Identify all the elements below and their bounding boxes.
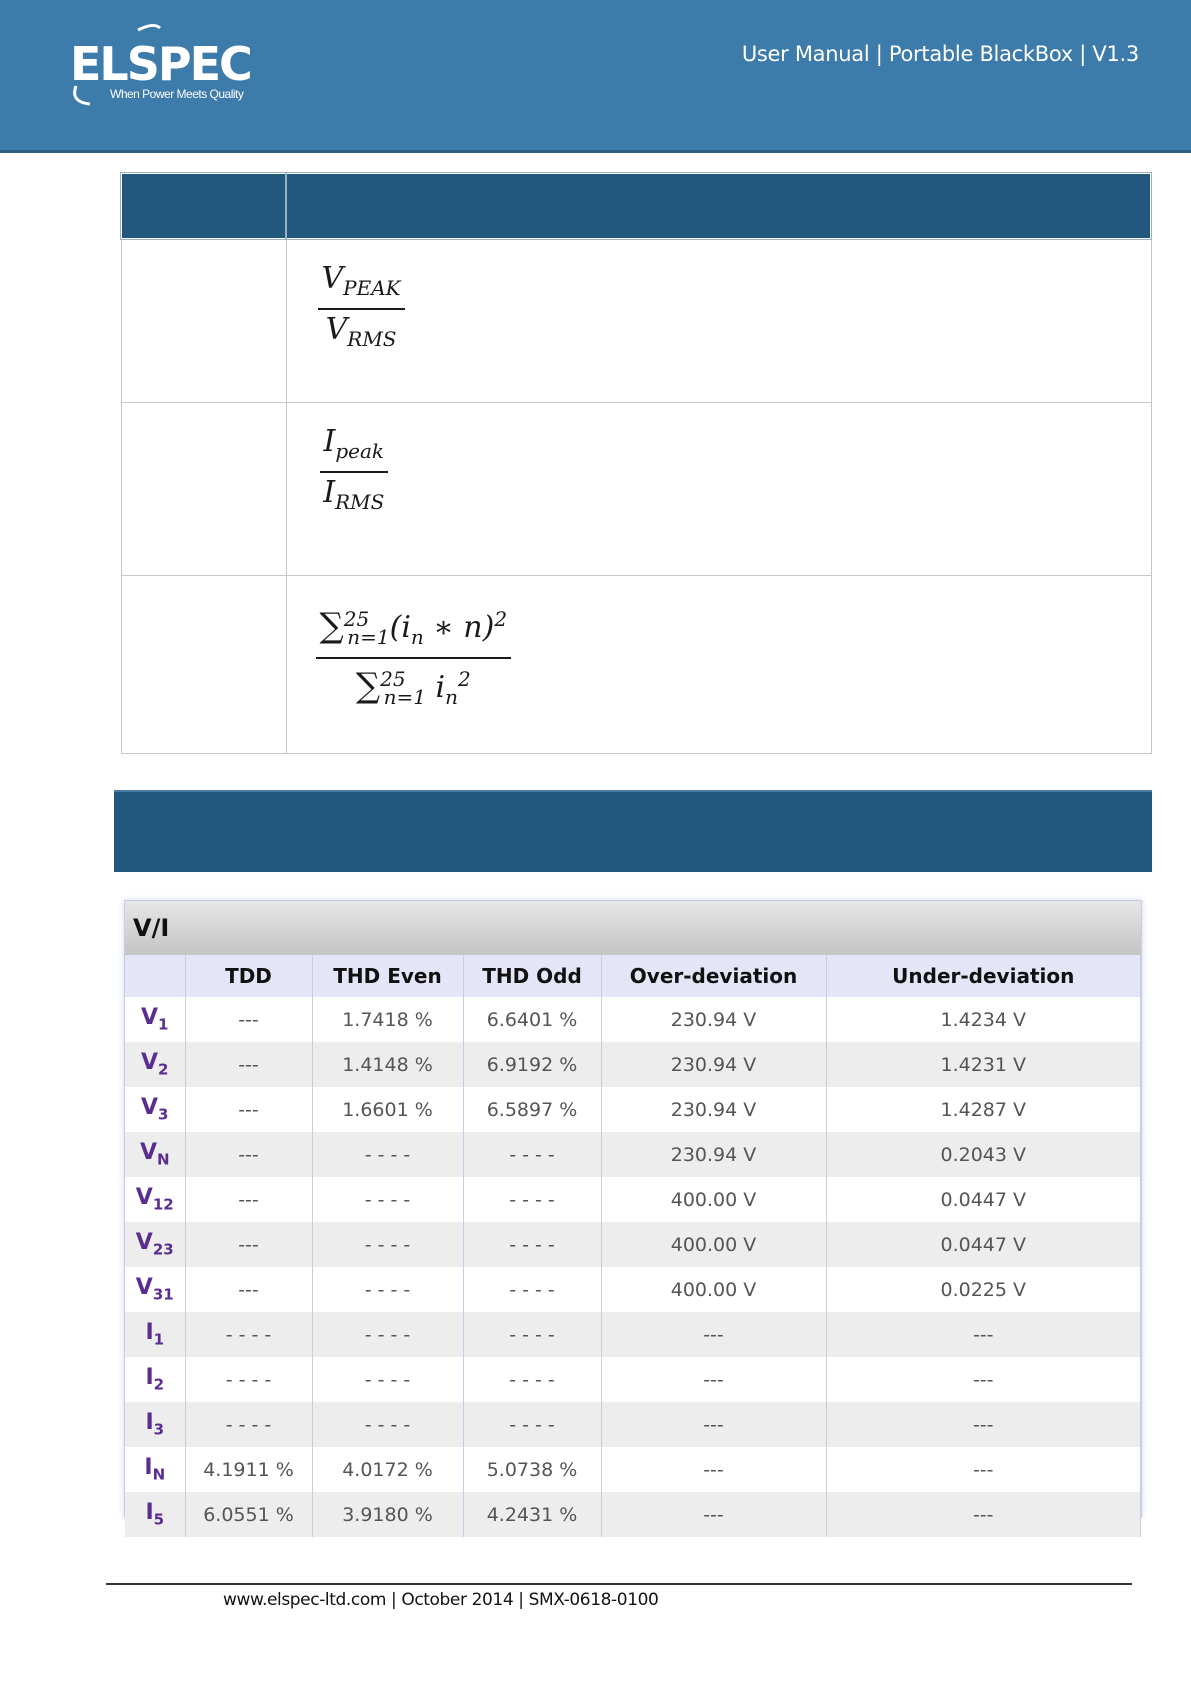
formula-label-cell [121,239,286,402]
vi-table [125,955,1141,1537]
table-cell: --- [185,1267,312,1312]
table-cell: - - - - [463,1132,601,1177]
table-row [125,1312,1141,1357]
row-label: $V_{12}$ [125,1177,185,1222]
table-cell: 1.4148 % [312,1042,463,1087]
formula-label-cell [121,575,286,753]
table-cell: - - - - [312,1177,463,1222]
table-cell: --- [185,1177,312,1222]
table-cell: 0.0447 V [826,1177,1141,1222]
formula-table [120,172,1152,754]
table-cell: --- [601,1447,826,1492]
footer-text: www.elspec-ltd.com | October 2014 | SMX-0618-0100 [223,1590,659,1610]
formula-cell [286,239,1151,402]
row-label: $I_2$ [125,1357,185,1402]
formula-cell [286,575,1151,753]
page-header [0,0,1191,153]
formula-row [121,239,1151,402]
row-label: $I_1$ [125,1312,185,1357]
vi-panel-screenshot [124,900,1142,1529]
table-cell: 1.7418 % [312,997,463,1042]
table-row [125,1492,1141,1537]
table-row [125,997,1141,1042]
table-cell: 0.0225 V [826,1267,1141,1312]
table-cell: - - - - [463,1267,601,1312]
row-label: $I_5$ [125,1492,185,1537]
table-cell: 4.2431 % [463,1492,601,1537]
table-cell: 1.4231 V [826,1042,1141,1087]
table-row [125,1177,1141,1222]
vi-table-header [125,955,1141,997]
formula-table-header [121,173,1151,239]
svg-text:When Power Meets Quality: When Power Meets Quality [110,87,244,101]
column-header: THD Odd [463,955,601,997]
row-label: $V_{23}$ [125,1222,185,1267]
table-cell: --- [826,1357,1141,1402]
table-cell: - - - - [463,1402,601,1447]
column-header: Over-deviation [601,955,826,997]
table-cell: 6.9192 % [463,1042,601,1087]
table-cell: 1.4234 V [826,997,1141,1042]
table-row [125,1357,1141,1402]
formula-cell [286,402,1151,575]
row-label: $V_3$ [125,1087,185,1132]
table-cell: --- [185,1087,312,1132]
table-cell: - - - - [463,1312,601,1357]
crest-factor-voltage-formula: $\frac{V_{PEAK}}{V_{RMS}}$ [288,241,1150,357]
table-row [125,1132,1141,1177]
table-cell: 230.94 V [601,1087,826,1132]
table-cell: - - - - [463,1222,601,1267]
table-cell: 0.0447 V [826,1222,1141,1267]
table-cell: 3.9180 % [312,1492,463,1537]
formula-table-header-cell [286,173,1151,239]
row-label: $V_{31}$ [125,1267,185,1312]
table-cell: 5.0738 % [463,1447,601,1492]
table-cell: --- [185,997,312,1042]
table-cell: 0.2043 V [826,1132,1141,1177]
table-cell: --- [601,1402,826,1447]
table-row [125,1267,1141,1312]
table-cell: --- [826,1447,1141,1492]
table-cell: - - - - [185,1402,312,1447]
table-cell: 230.94 V [601,1042,826,1087]
table-cell: - - - - [463,1177,601,1222]
table-cell: - - - - [312,1267,463,1312]
table-cell: --- [601,1357,826,1402]
k-factor-formula: $\frac{\sum^{25}_{n=1}(i_n ∗ n)^2}{\sum^{25}_{n=1} i_n^2}$ [288,577,1150,715]
formula-row [121,402,1151,575]
table-row [125,1447,1141,1492]
table-cell: 1.4287 V [826,1087,1141,1132]
row-label: $V_1$ [125,997,185,1042]
svg-text:ELSPEC: ELSPEC [70,37,251,91]
table-cell: --- [826,1312,1141,1357]
table-cell: 6.0551 % [185,1492,312,1537]
document-title: User Manual | Portable BlackBox | V1.3 [741,42,1139,66]
section-heading-bar [114,790,1152,872]
table-cell: --- [185,1222,312,1267]
table-cell: --- [185,1042,312,1087]
table-row [125,1402,1141,1447]
table-cell: - - - - [185,1312,312,1357]
column-header: TDD [185,955,312,997]
table-cell: 6.6401 % [463,997,601,1042]
row-label: $V_N$ [125,1132,185,1177]
row-label: $V_2$ [125,1042,185,1087]
table-cell: - - - - [463,1357,601,1402]
table-cell: --- [601,1492,826,1537]
table-cell: --- [826,1492,1141,1537]
vi-panel-title: V/I [125,901,1141,955]
table-cell: - - - - [185,1357,312,1402]
formula-label-cell [121,402,286,575]
table-cell: - - - - [312,1222,463,1267]
table-cell: - - - - [312,1312,463,1357]
table-cell: 400.00 V [601,1222,826,1267]
table-row [125,1042,1141,1087]
row-label: $I_3$ [125,1402,185,1447]
crest-factor-current-formula: $\frac{I_{peak}}{I_{RMS}}$ [288,404,1150,520]
formula-row [121,575,1151,753]
table-row [125,1087,1141,1132]
formula-table-header-cell [121,173,286,239]
table-cell: - - - - [312,1132,463,1177]
table-cell: 230.94 V [601,997,826,1042]
table-cell: --- [185,1132,312,1177]
table-cell: --- [826,1402,1141,1447]
table-cell: 4.1911 % [185,1447,312,1492]
column-header: Under-deviation [826,955,1141,997]
table-cell: 400.00 V [601,1267,826,1312]
table-cell: 400.00 V [601,1177,826,1222]
row-label: $I_N$ [125,1447,185,1492]
table-cell: --- [601,1312,826,1357]
table-row [125,1222,1141,1267]
footer-divider [106,1583,1132,1585]
table-cell: - - - - [312,1402,463,1447]
table-cell: 6.5897 % [463,1087,601,1132]
column-header [125,955,185,997]
table-cell: 1.6601 % [312,1087,463,1132]
table-cell: 230.94 V [601,1132,826,1177]
table-cell: - - - - [312,1357,463,1402]
elspec-logo [68,22,268,108]
column-header: THD Even [312,955,463,997]
table-cell: 4.0172 % [312,1447,463,1492]
